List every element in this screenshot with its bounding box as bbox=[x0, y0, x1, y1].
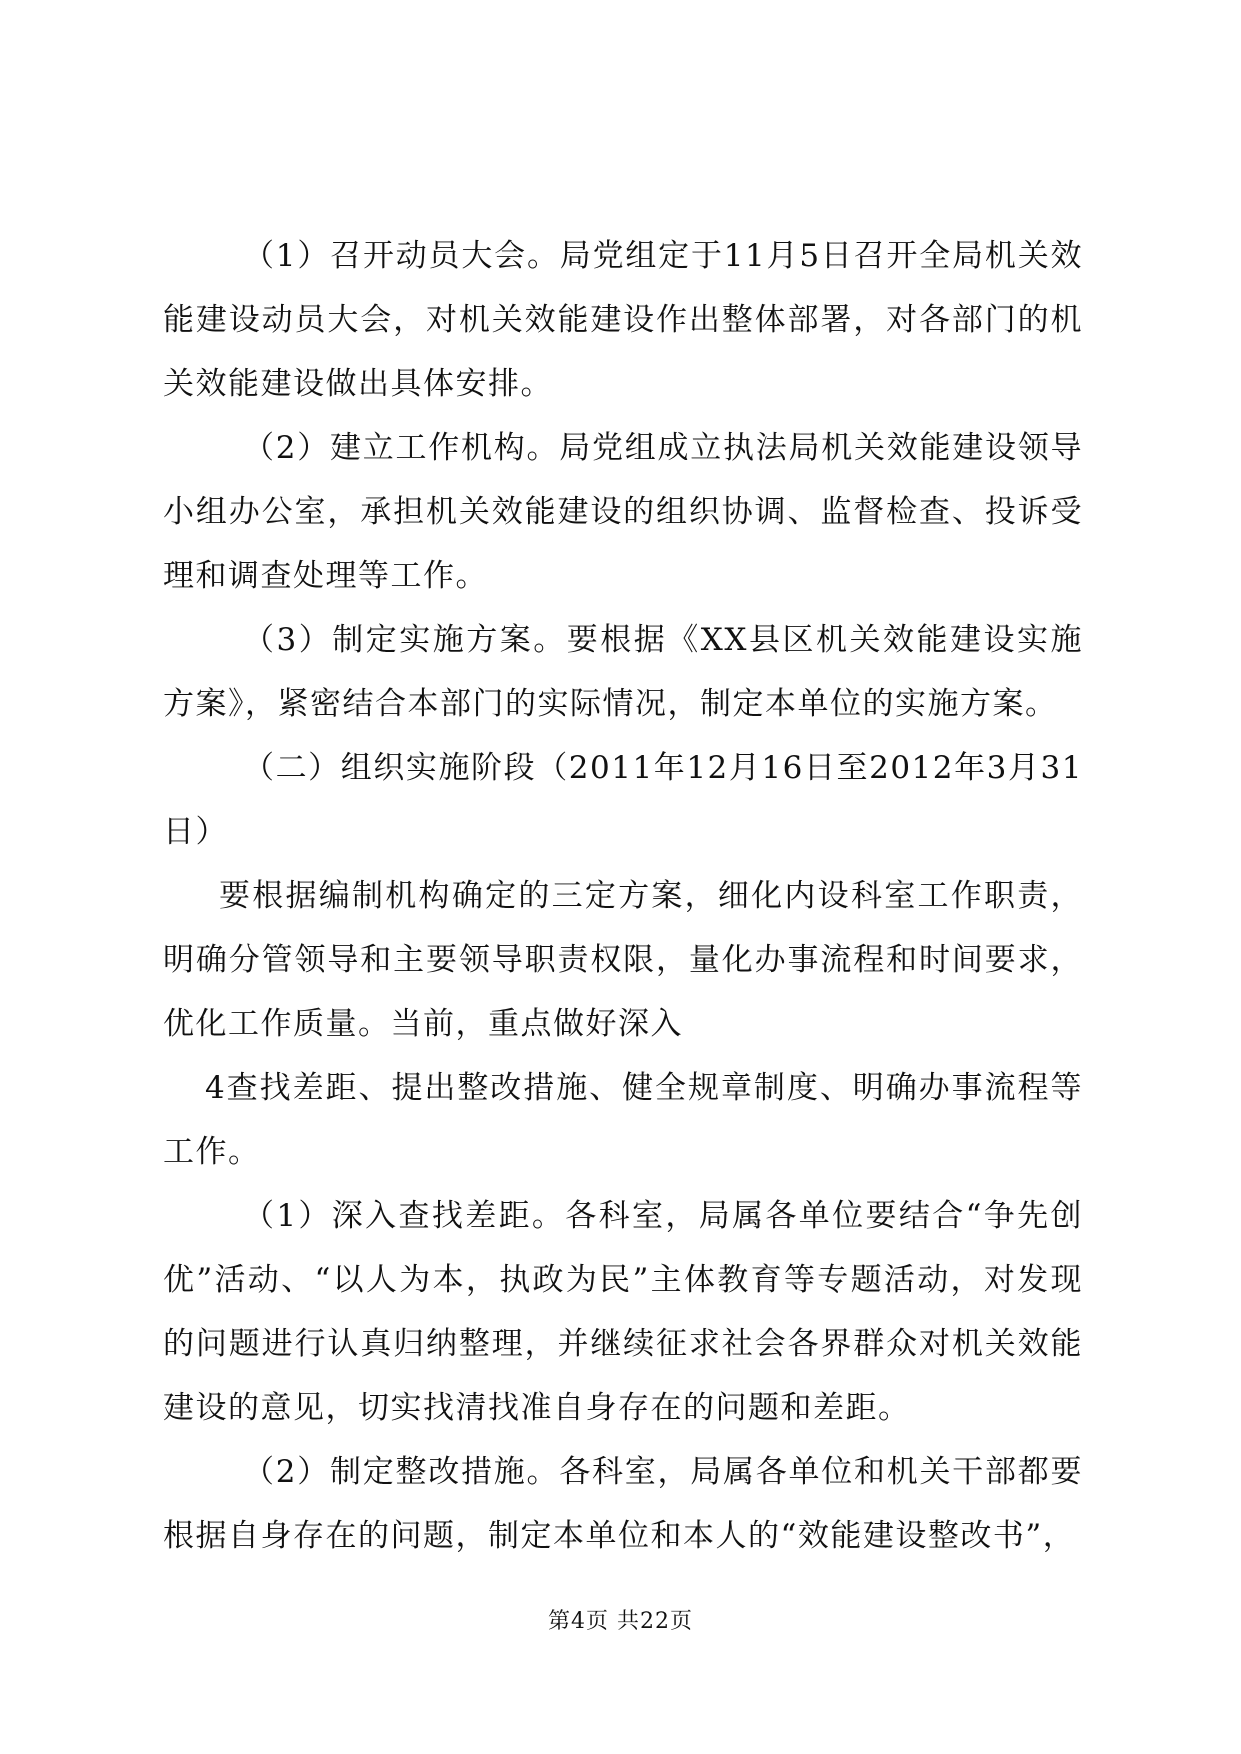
paragraph-establish-office: （2）建立工作机构。局党组成立执法局机关效能建设领导小组办公室，承担机关效能建设的组织协调、监督检查、投诉受理和调查处理等工作。 bbox=[163, 430, 1083, 594]
paragraph-rectification-measures: （2）制定整改措施。各科室，局属各单位和机关干部都要根据自身存在的问题，制定本单位和本人的“效能建设整改书”， bbox=[163, 1454, 1083, 1554]
document-body bbox=[163, 224, 1083, 1568]
paragraph-deep-gap-finding: （1）深入查找差距。各科室，局属各单位要结合“争先创优”活动、“以人为本，执政为民”主体教育等专题活动，对发现的问题进行认真归纳整理，并继续征求社会各界群众对机关效能建设的意见，切实找清找准自身存在的问题和差距。 bbox=[163, 1198, 1083, 1426]
paragraph-convene-meeting: （1）召开动员大会。局党组定于11月5日召开全局机关效能建设动员大会，对机关效能建设作出整体部署，对各部门的机关效能建设做出具体安排。 bbox=[163, 238, 1083, 402]
section-heading-implementation-stage: （二）组织实施阶段（2011年12月16日至2012年3月31日） bbox=[163, 750, 1083, 850]
paragraph-implementation-plan: （3）制定实施方案。要根据《XX县区机关效能建设实施方案》，紧密结合本部门的实际情况，制定本单位的实施方案。 bbox=[163, 622, 1083, 722]
paragraph-three-definitions: 要根据编制机构确定的三定方案，细化内设科室工作职责，明确分管领导和主要领导职责权限，量化办事流程和时间要求，优化工作质量。当前，重点做好深入 bbox=[163, 878, 1083, 1042]
paragraph-find-gaps: 4查找差距、提出整改措施、健全规章制度、明确办事流程等工作。 bbox=[163, 1070, 1083, 1170]
page-number-footer: 第4页 共22页 bbox=[548, 1609, 693, 1634]
